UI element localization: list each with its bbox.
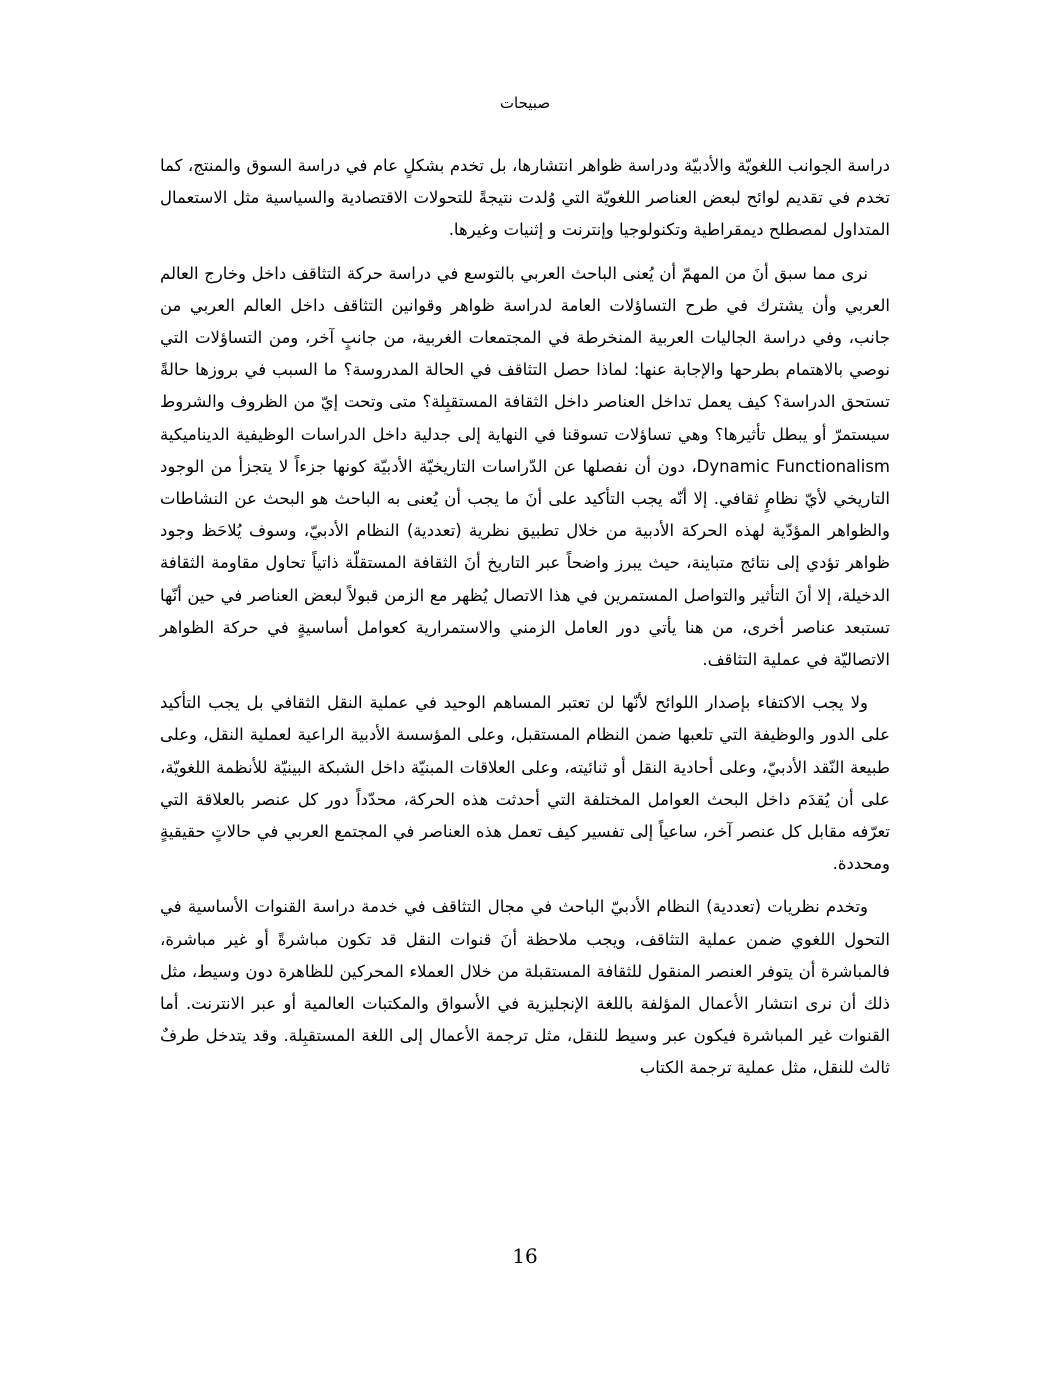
page-number: 16 xyxy=(512,1244,538,1268)
paragraph: نرى مما سبق أنَ من المهمّ أن يُعنى الباحث العربي بالتوسع في دراسة حركة التثاقف داخل وخارج العالم العربي وأن يشترك في طرح التساؤلات العامة لدراسة ظواهر وقوانين التثاقف داخل العالم العربي من جانب، وفي دراسة الجاليات العربية المنخرطة في المجتمعات الغربية، من جانبٍ آخر، ومن التساؤلات التي نوصي بالاهتمام بطرحها والإجابة عنها: لماذا حصل التثاقف في الحالة المدروسة؟ ما السبب في بروزها حالةً تستحق الدراسة؟ كيف يعمل تداخل العناصر داخل الثقافة المستقبِلة؟ متى وتحت إيّ من الظروف والشروط سيستمرّ أو يبطل تأثيرها؟ وهي تساؤلات تسوقنا في النهاية إلى جدلية داخل الدراسات الوظيفية الديناميكية Dynamic Functionalism، دون أن نفصلها عن الدّراسات التاريخيّة الأدبيّة كونها جزءاً لا يتجزأ من الوجود التاريخي لأيّ نظامٍ ثقافي. إلا أنّه يجب التأكيد على أنَ ما يجب أن يُعنى به الباحث هو البحث عن النشاطات والظواهر المؤدّية لهذه الحركة الأدبية من خلال تطبيق نظرية (تعددية) النظام الأدبيّ، وسوف يُلاحَظ وجود ظواهر تؤدي إلى نتائج متباينة، حيث يبرز واضحاً عبر التاريخ أنَ الثقافة المستقلّة ذاتياً تحاول مقاومة الثقافة الدخيلة، إلا أنَ التأثير والتواصل المستمرين في هذا الاتصال يُظهر مع الزمن قبولاً لبعض العناصر في حين أنّها تستبعد عناصر أخرى، من هنا يأتي دور العامل الزمني والاستمرارية كعوامل أساسيةٍ في حركة الظواهر الاتصاليّة في عملية التثاقف. xyxy=(160,263,890,670)
paragraph: وتخدم نظريات (تعددية) النظام الأدبيّ الباحث في مجال التثاقف في خدمة دراسة القنوات الأساسية في التحول اللغوي ضمن عملية التثاقف، ويجب ملاحظة أنَ قنوات النقل قد تكون مباشرةً أو غير مباشرة، فالمباشرة أن يتوفر العنصر المنقول للثقافة المستقبلة من خلال العملاء المحركين للظاهرة دون وسيط، مثل ذلك أن نرى انتشار الأعمال المؤلفة باللغة الإنجليزية في الأسواق والمكتبات العالمية أو عبر الانترنت. أما القنوات غير المباشرة فيكون عبر وسيط للنقل، مثل ترجمة الأعمال إلى اللغة المستقبِلة. وقد يتدخل طرفٌ ثالث للنقل، مثل عملية ترجمة الكتاب xyxy=(160,897,890,1078)
paragraph: ولا يجب الاكتفاء بإصدار اللوائح لأنّها لن تعتبر المساهم الوحيد في عملية النقل الثقافي بل يجب التأكيد على الدور والوظيفة التي تلعبها ضمن النظام المستقبل، وعلى المؤسسة الأدبية الراعية لعملية النقل، وعلى طبيعة النّقد الأدبيّ، وعلى أحادية النقل أو ثنائيته، وعلى العلاقات المبنيّة داخل الشبكة البينيّة للأنظمة اللغويّة، على أن يُقدَم داخل البحث العوامل المختلفة التي أحدثت هذه الحركة، محدّداً دور كل عنصر بالعلاقة التي تعرّفه مقابل كل عنصر آخر، ساعياً إلى تفسير كيف تعمل هذه العناصر في المجتمع العربي في حالاتٍ حقيقيةٍ ومحددة. xyxy=(160,693,890,874)
body-text xyxy=(160,150,890,1096)
paragraph: دراسة الجوانب اللغويّة والأدبيّة ودراسة ظواهر انتشارها، بل تخدم بشكلٍ عام في دراسة السوق والمنتج، كما تخدم في تقديم لوائح لبعض العناصر اللغويّة التي وُلدت نتيجةً للتحولات الاقتصادية والسياسية مثل الاستعمال المتداول لمصطلح ديمقراطية وتكنولوجيا وإنترنت و إثنيات وغيرها. xyxy=(160,156,890,240)
running-header: صبيحات xyxy=(499,94,551,112)
